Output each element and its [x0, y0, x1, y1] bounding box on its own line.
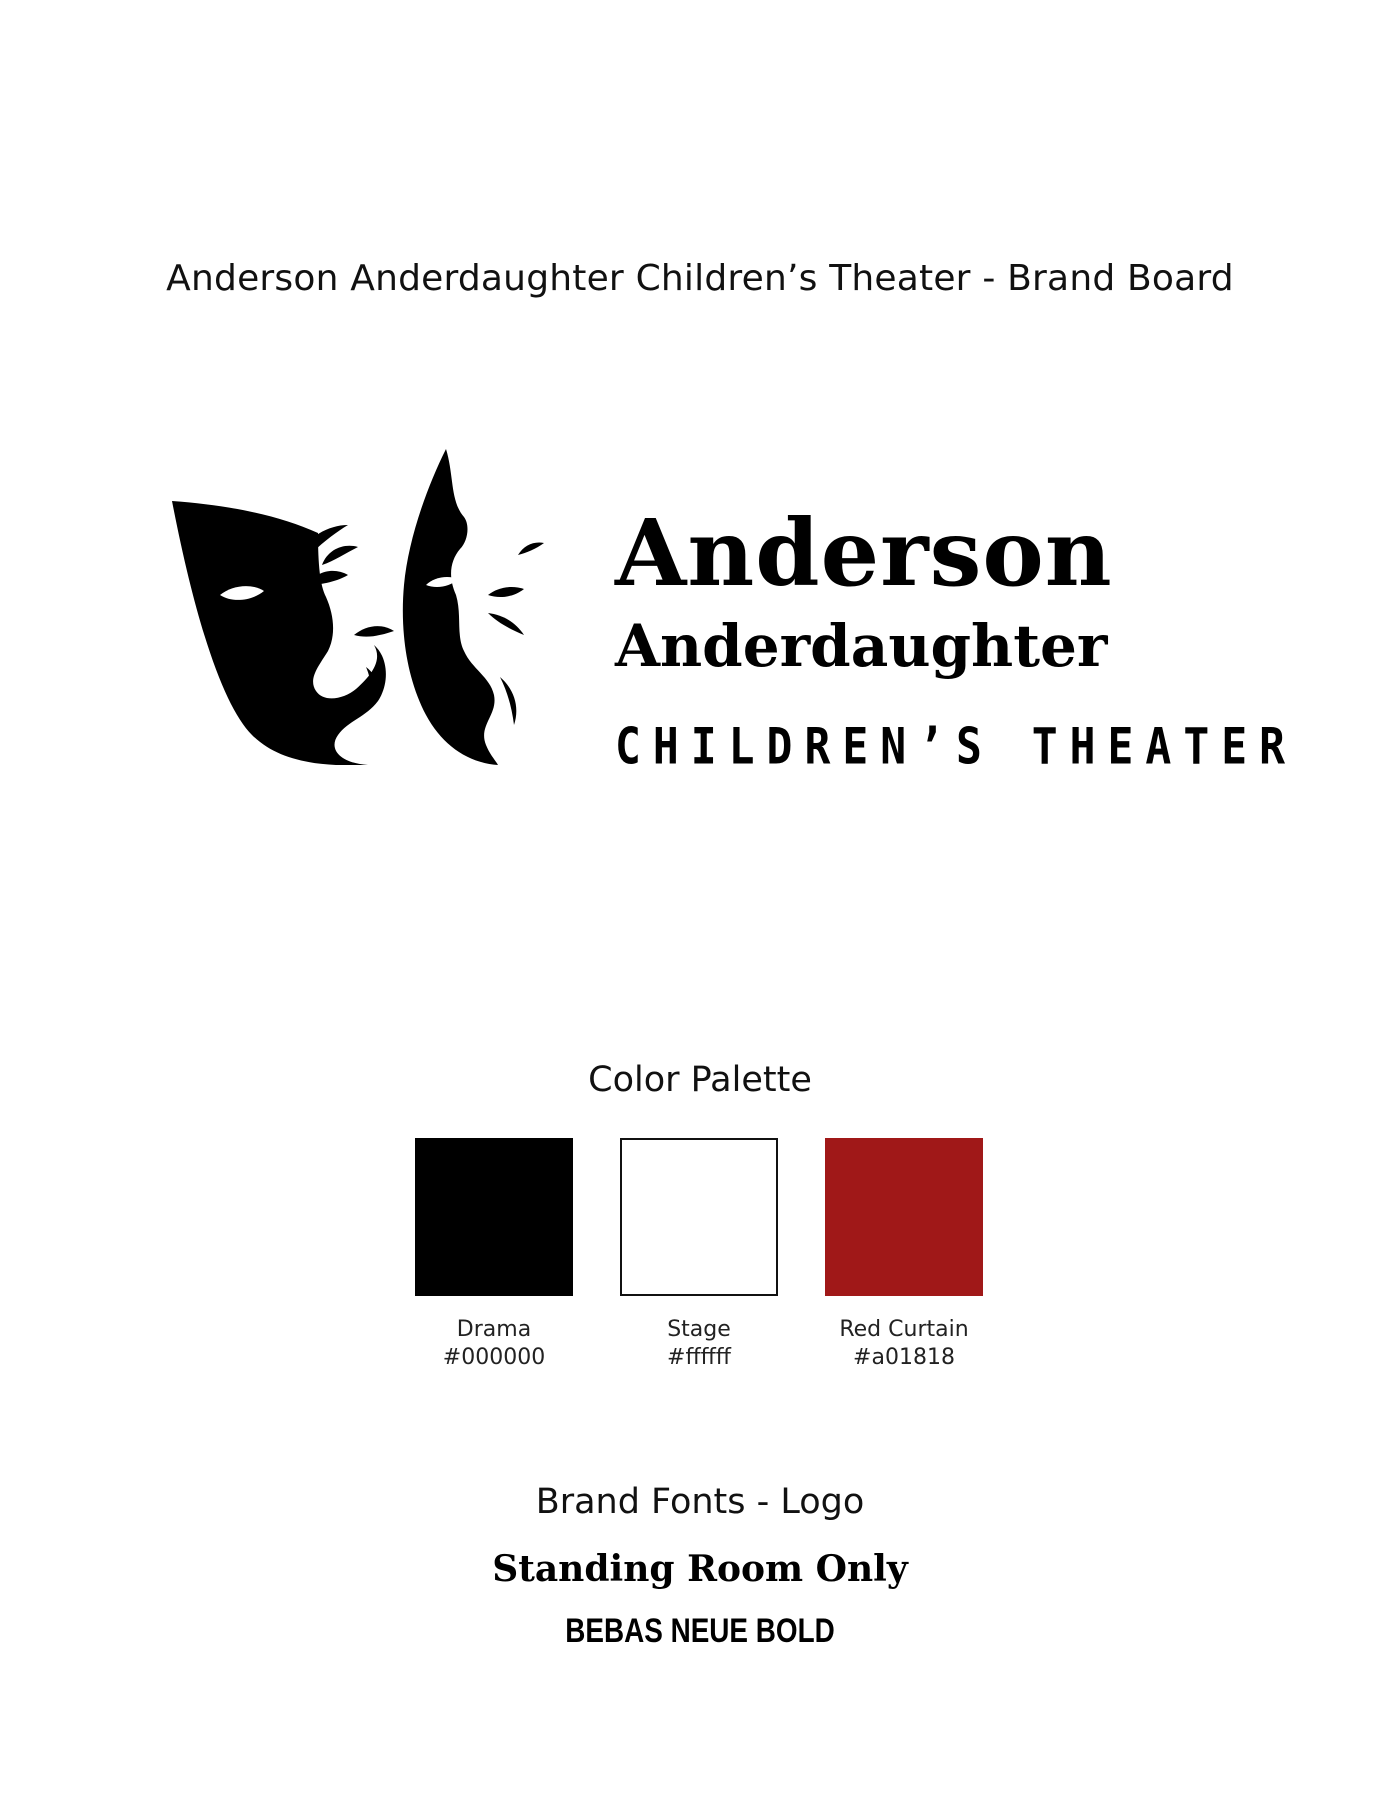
- logo-wordmark: [615, 445, 1297, 776]
- color-hex: #000000: [442, 1345, 546, 1370]
- color-palette-title: Color Palette: [588, 1060, 812, 1100]
- font-sample-standing-room-only: Standing Room Only: [492, 1548, 908, 1590]
- color-swatch-drama: [415, 1138, 573, 1296]
- color-name: Drama: [456, 1317, 532, 1342]
- logo-wordmark-line-1: Anderson: [615, 499, 1113, 607]
- color-name: Stage: [667, 1317, 731, 1342]
- brand-fonts-title: Brand Fonts - Logo: [535, 1482, 865, 1522]
- color-swatch-red-curtain: [825, 1138, 983, 1296]
- color-caption-drama: [384, 1316, 604, 1372]
- logo-wordmark-line-3: CHILDREN’S THEATER: [615, 718, 1297, 776]
- brand-logo: [168, 445, 1297, 776]
- logo-wordmark-line-2: Anderdaughter: [615, 612, 1108, 680]
- color-name: Red Curtain: [839, 1317, 969, 1342]
- color-hex: #ffffff: [667, 1345, 731, 1370]
- font-sample-bebas-neue-bold: BEBAS NEUE BOLD: [565, 1612, 835, 1650]
- color-swatch-stage: [620, 1138, 778, 1296]
- theater-masks-icon: [168, 445, 588, 765]
- color-caption-stage: [589, 1316, 809, 1372]
- color-hex: #a01818: [853, 1345, 955, 1370]
- page-title: Anderson Anderdaughter Children’s Theater - Brand Board: [166, 258, 1234, 299]
- color-caption-red-curtain: [794, 1316, 1014, 1372]
